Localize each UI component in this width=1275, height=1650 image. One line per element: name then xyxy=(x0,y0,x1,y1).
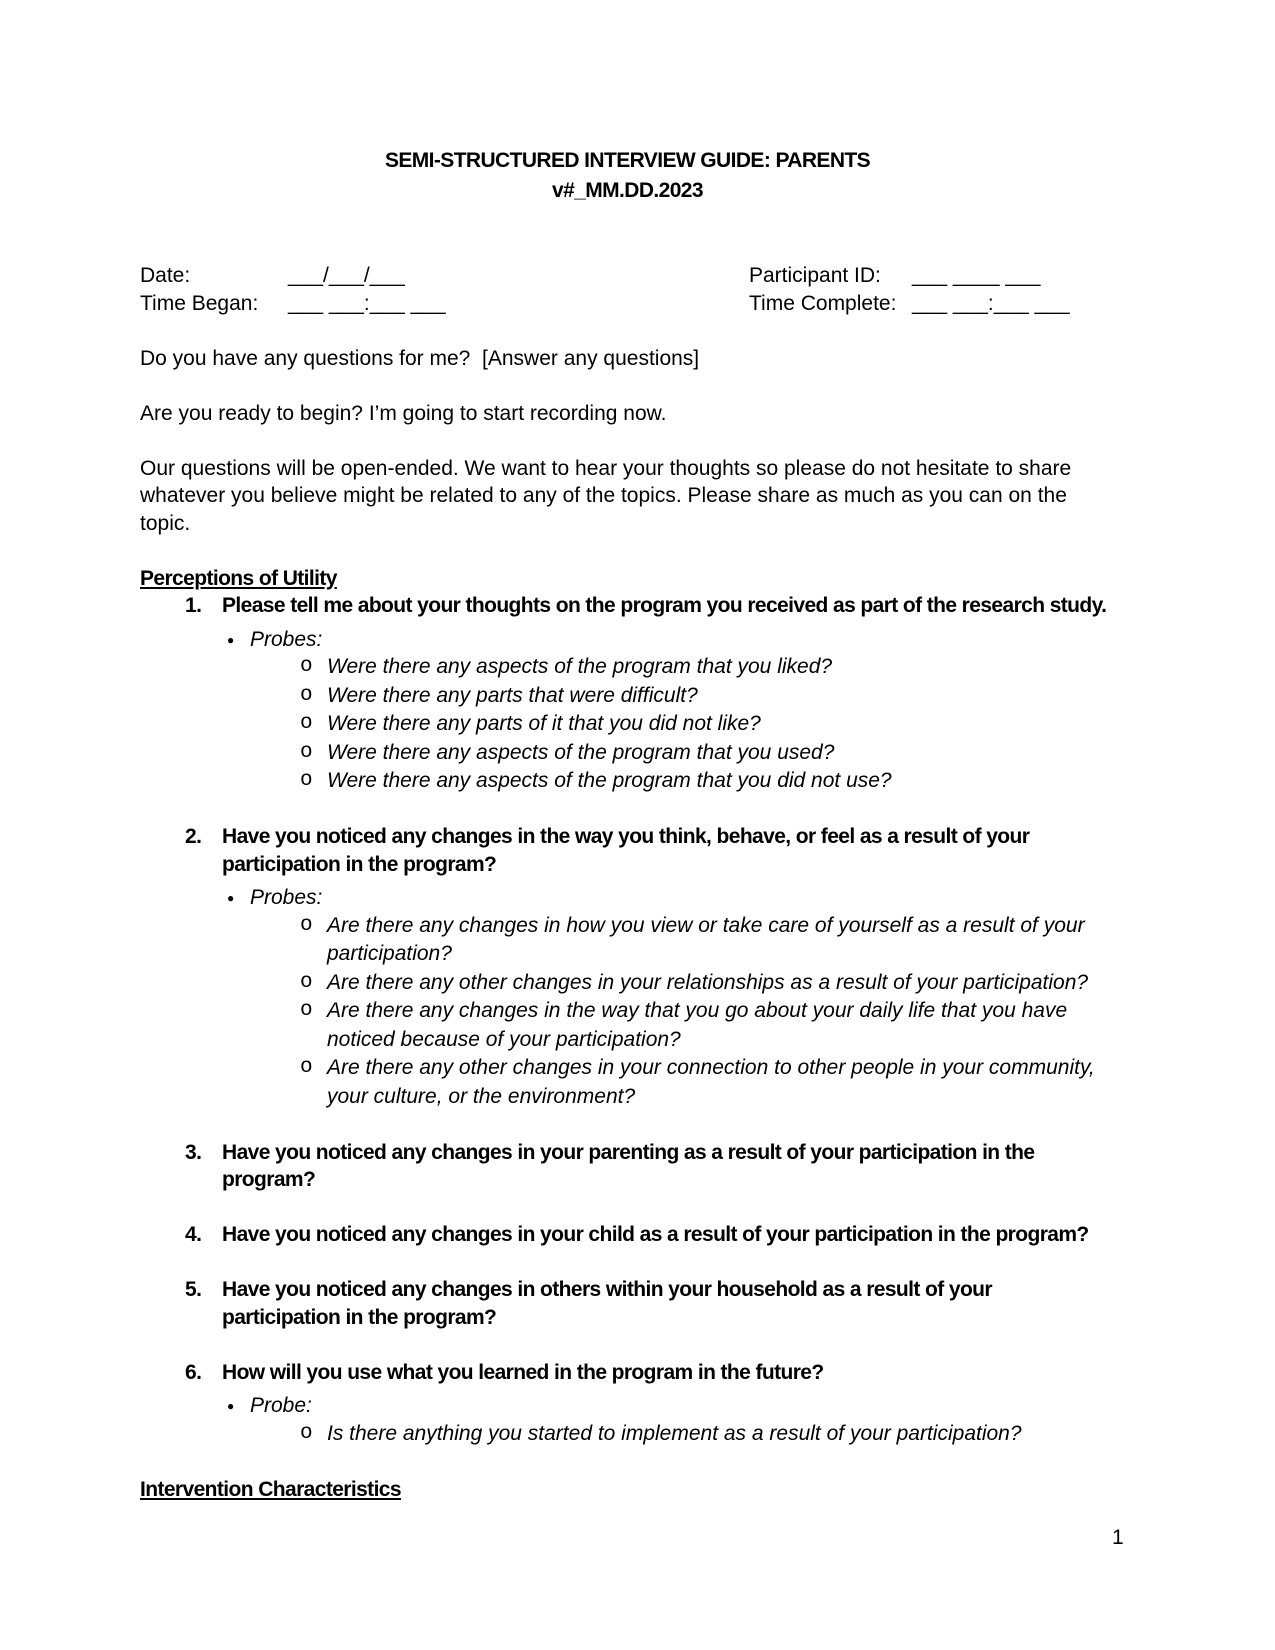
intro-question-prompt: Do you have any questions for me? [Answer any questions] xyxy=(140,346,700,370)
question-6-number: 6. xyxy=(185,1360,202,1384)
question-6-probe-label: Probe: xyxy=(250,1394,312,1417)
question-2-probes-label: Probes: xyxy=(250,886,323,909)
date-blank: ___/___/___ xyxy=(288,264,405,287)
question-6-text: How will you use what you learned in the program in the future? xyxy=(222,1360,824,1384)
question-2-text: Have you noticed any changes in the way you think, behave, or feel as a result of your participation in the program? xyxy=(222,825,1035,876)
question-2-probe-1-text: Are there any changes in how you view or take care of yourself as a result of your participation? xyxy=(327,913,1091,965)
question-2-probe-4 xyxy=(140,1054,1115,1111)
question-1-probe-5 xyxy=(140,767,1115,796)
participant-id-field xyxy=(749,262,1115,290)
page-title: SEMI-STRUCTURED INTERVIEW GUIDE: PARENTS xyxy=(384,149,871,172)
question-2-probe-2-text: Are there any other changes in your relationships as a result of your participation? xyxy=(327,970,1089,994)
time-began-blank: ___ ___:___ ___ xyxy=(288,291,446,315)
question-5 xyxy=(140,1276,1115,1331)
question-1-probes-label-row xyxy=(140,626,1115,654)
question-1-probe-1 xyxy=(140,653,1115,682)
question-6-probe-label-row xyxy=(140,1392,1115,1420)
section-heading-intervention-characteristics: Intervention Characteristics xyxy=(140,1477,401,1501)
bullet-marker: ● xyxy=(227,891,235,905)
bullet-marker: ● xyxy=(227,1399,235,1413)
circle-marker: o xyxy=(300,1056,313,1079)
question-2 xyxy=(140,823,1115,878)
question-2-probes-label-row xyxy=(140,884,1115,912)
question-1-probe-3-text: Were there any parts of it that you did not like? xyxy=(327,712,761,735)
question-5-number: 5. xyxy=(185,1278,202,1301)
question-1-number: 1. xyxy=(185,594,202,617)
circle-marker: o xyxy=(300,655,313,678)
page-number: 1 xyxy=(1112,1526,1124,1549)
question-1-text: Please tell me about your thoughts on the program you received as part of the research study. xyxy=(222,594,1107,617)
circle-marker: o xyxy=(300,970,313,994)
page-version: v#_MM.DD.2023 xyxy=(552,179,703,202)
question-6 xyxy=(140,1359,1115,1387)
question-4 xyxy=(140,1221,1115,1249)
header-fields-row-2 xyxy=(140,290,1115,318)
question-4-text: Have you noticed any changes in your child as a result of your participation in the program? xyxy=(222,1223,1089,1246)
question-1-probe-2 xyxy=(140,682,1115,711)
time-complete-field xyxy=(749,290,1115,318)
question-4-number: 4. xyxy=(185,1223,202,1246)
header-fields-row-1 xyxy=(140,262,1115,290)
question-1-probe-1-text: Were there any aspects of the program that you liked? xyxy=(327,655,833,678)
question-1-probe-2-text: Were there any parts that were difficult? xyxy=(327,683,698,707)
time-began-label: Time Began: xyxy=(140,291,259,315)
question-6-probe-1-text: Is there anything you started to implement as a result of your participation? xyxy=(327,1421,1022,1445)
question-2-number: 2. xyxy=(185,825,202,848)
question-1 xyxy=(140,592,1115,620)
circle-marker: o xyxy=(300,769,313,792)
circle-marker: o xyxy=(300,999,313,1022)
circle-marker: o xyxy=(300,740,313,764)
time-complete-blank: ___ ___:___ ___ xyxy=(912,291,1070,315)
section-heading-perceptions-of-utility: Perceptions of Utility xyxy=(140,566,337,590)
question-3-number: 3. xyxy=(185,1140,202,1164)
circle-marker: o xyxy=(300,712,313,735)
participant-id-label: Participant ID: xyxy=(749,264,881,287)
date-field xyxy=(140,262,749,290)
question-2-probe-4-text: Are there any other changes in your connection to other people in your community, your culture, or the environment? xyxy=(327,1056,1101,1108)
question-1-probe-3 xyxy=(140,710,1115,739)
question-2-probe-3-text: Are there any changes in the way that you go about your daily life that you have noticed because of your participation? xyxy=(327,999,1073,1051)
question-6-probe-1 xyxy=(140,1420,1115,1449)
question-5-text: Have you noticed any changes in others within your household as a result of your participation in the program? xyxy=(222,1278,998,1329)
question-2-probe-3 xyxy=(140,997,1115,1054)
bullet-marker: ● xyxy=(227,632,235,647)
circle-marker: o xyxy=(300,913,313,937)
time-complete-label: Time Complete: xyxy=(749,291,897,315)
question-3 xyxy=(140,1139,1115,1194)
intro-explanation: Our questions will be open-ended. We want to hear your thoughts so please do not hesitate to share whatever you believe might be related to any of the topics. Please share as much as you can on the topic. xyxy=(140,456,1078,535)
question-2-probe-2 xyxy=(140,969,1115,998)
question-2-probe-1 xyxy=(140,912,1115,969)
question-3-text: Have you noticed any changes in your parenting as a result of your participation in the program? xyxy=(222,1140,1040,1191)
time-began-field xyxy=(140,290,749,318)
question-1-probe-5-text: Were there any aspects of the program that you did not use? xyxy=(327,769,892,792)
circle-marker: o xyxy=(300,1421,313,1445)
participant-id-blank: ___ ____ ___ xyxy=(912,264,1041,287)
circle-marker: o xyxy=(300,683,313,707)
question-1-probe-4 xyxy=(140,739,1115,768)
date-label: Date: xyxy=(140,264,191,287)
header-fields xyxy=(140,262,1115,317)
question-1-probes-label: Probes: xyxy=(250,627,323,651)
intro-ready-prompt: Are you ready to begin? I’m going to start recording now. xyxy=(140,401,667,425)
question-1-probe-4-text: Were there any aspects of the program that you used? xyxy=(327,740,835,764)
